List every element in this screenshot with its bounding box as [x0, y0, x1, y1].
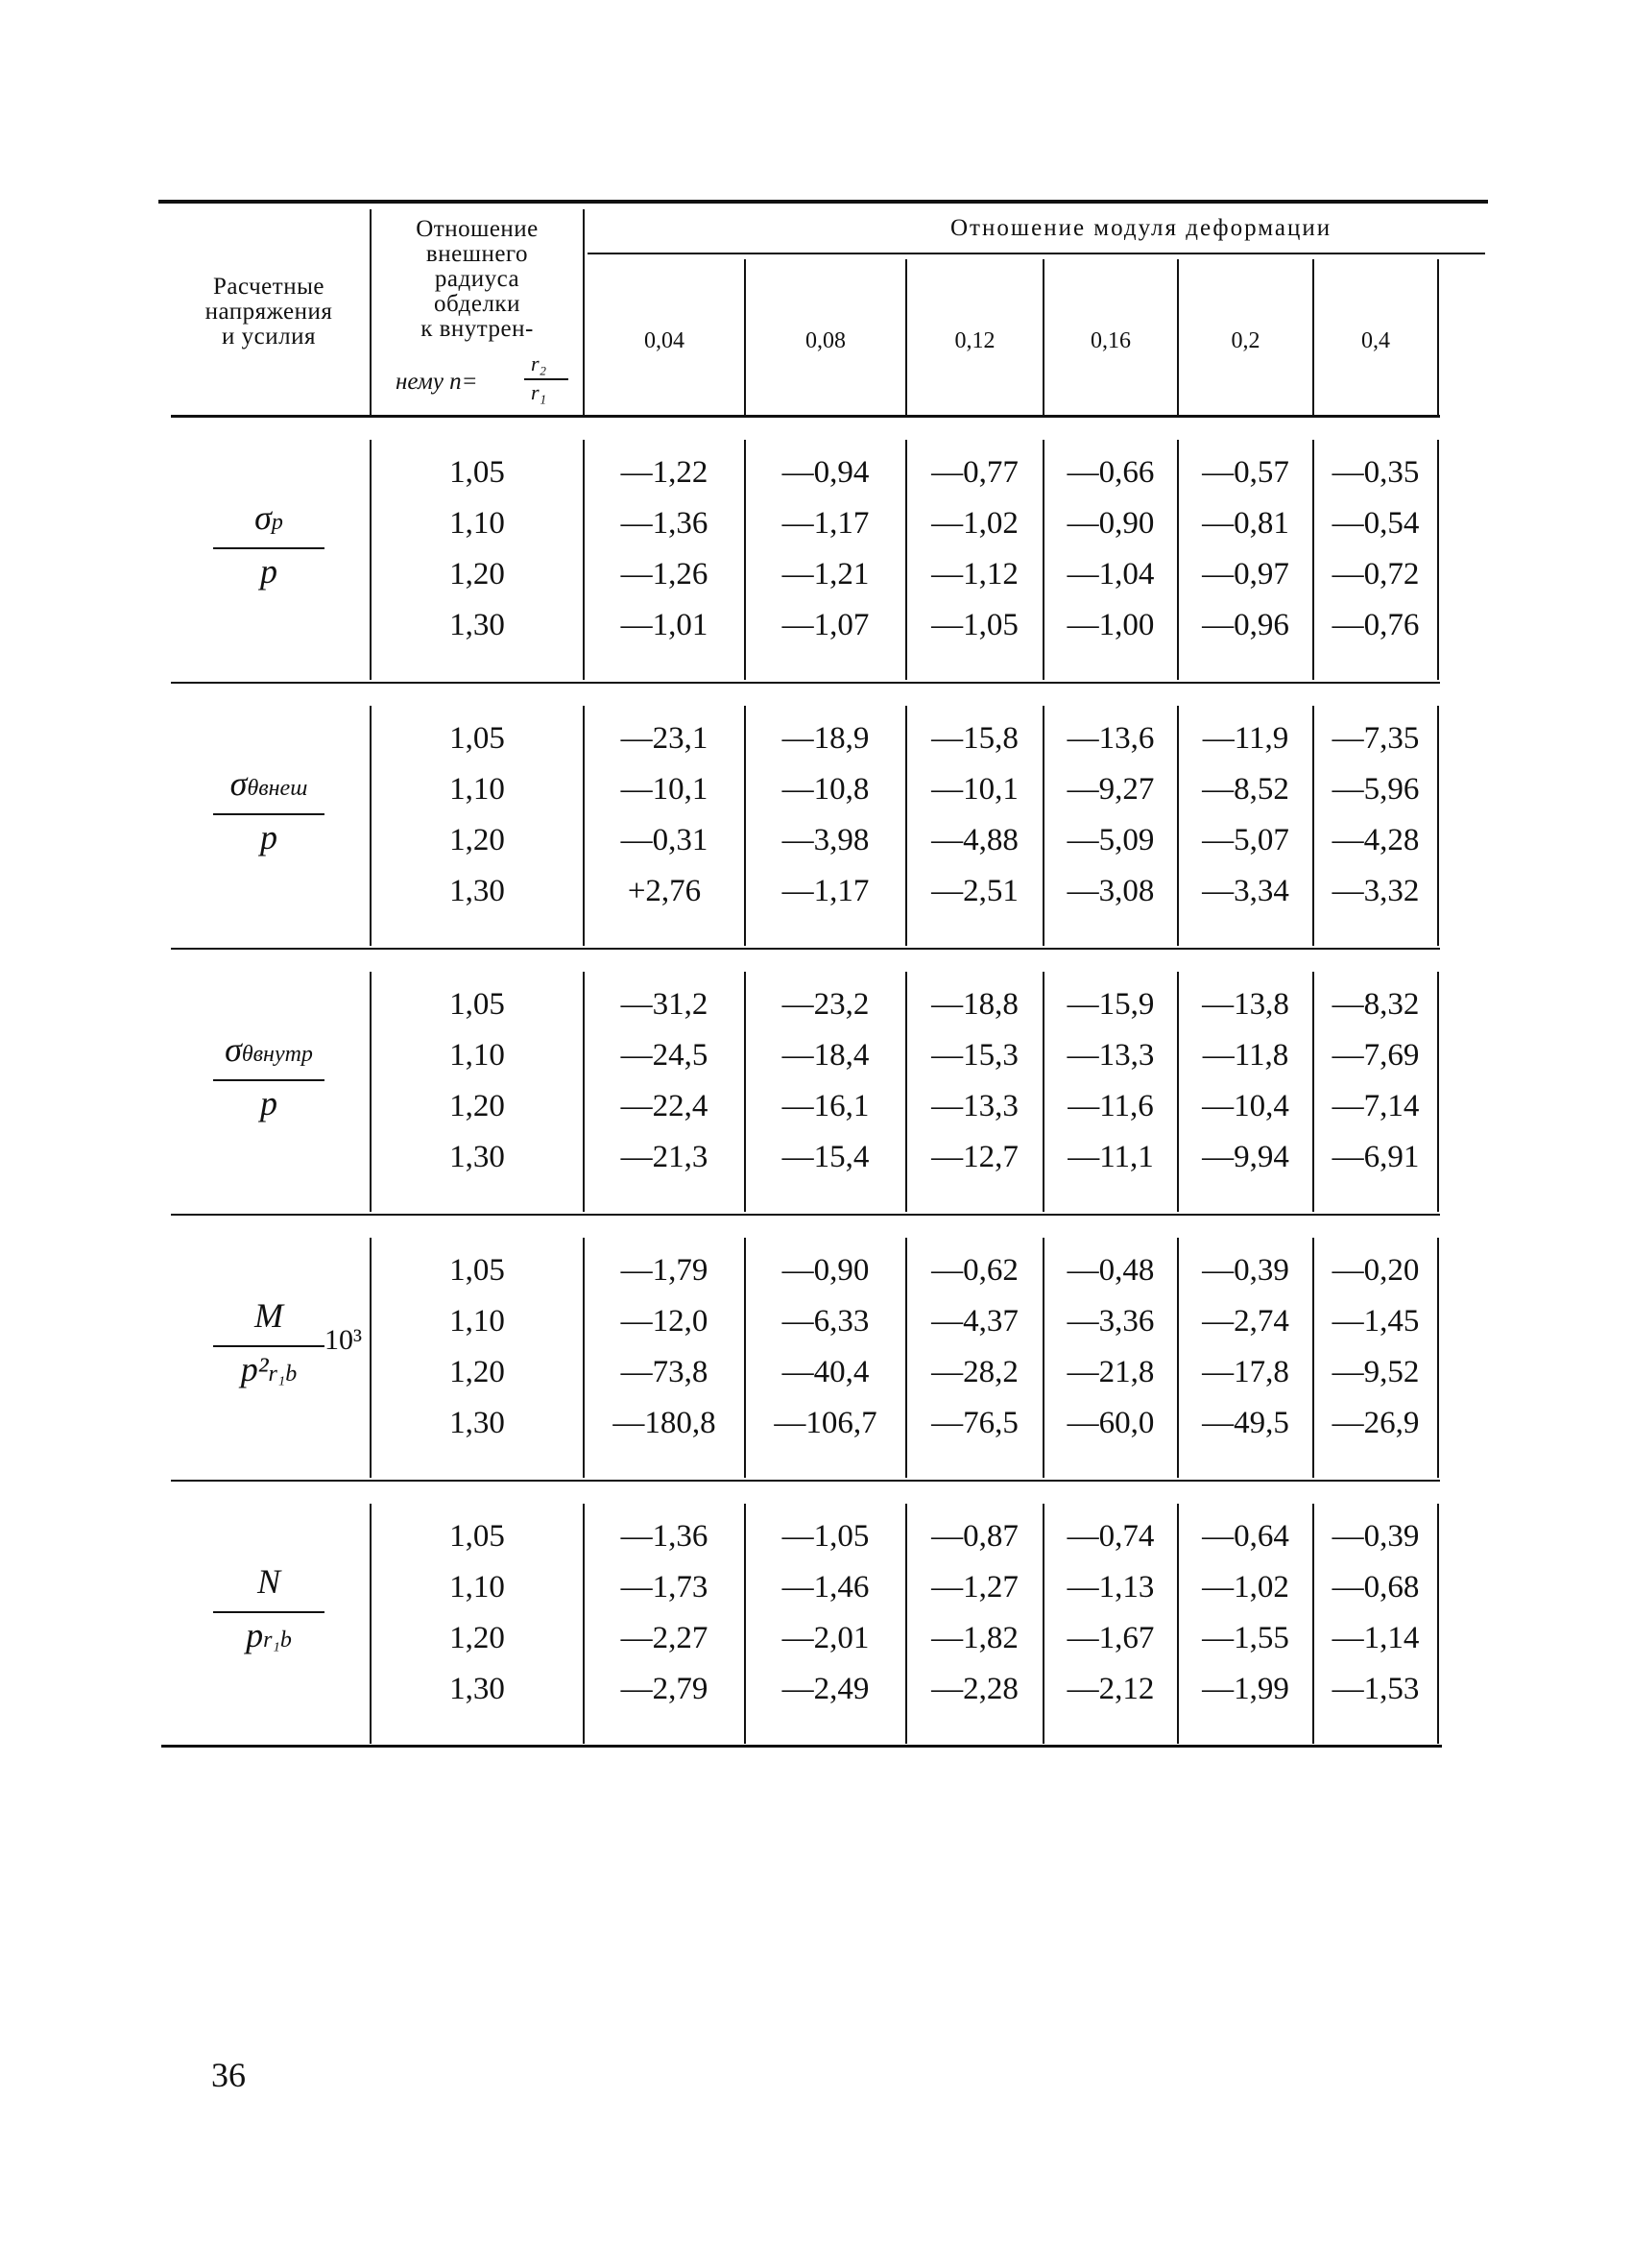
value-cell: —0,94 — [781, 455, 870, 490]
label-denominator-symbol: p — [260, 1084, 277, 1122]
value-cell: —10,1 — [620, 772, 708, 807]
ratio-n-cell: 1,20 — [449, 1089, 505, 1123]
value-cell: —1,00 — [1067, 608, 1155, 642]
label-denominator-subscript: r₁b — [268, 1362, 298, 1387]
ratio-n-cell: 1,30 — [449, 1672, 505, 1706]
value-cell: —2,01 — [781, 1621, 870, 1655]
label-numerator-subscript: θвнеш — [247, 776, 308, 801]
value-cell: —0,72 — [1332, 557, 1420, 591]
value-cell: —12,7 — [931, 1140, 1019, 1174]
value-cell: —1,55 — [1202, 1621, 1289, 1655]
value-cell: —0,64 — [1202, 1519, 1289, 1554]
value-cell: —0,74 — [1067, 1519, 1155, 1554]
value-cell: —12,0 — [620, 1304, 708, 1339]
column-header-0-08: 0,08 — [805, 328, 846, 353]
value-cell: —1,02 — [931, 506, 1019, 541]
value-cell: —0,35 — [1332, 455, 1420, 490]
ratio-n-cell: 1,30 — [449, 874, 505, 908]
value-cell: —1,99 — [1202, 1672, 1289, 1706]
value-cell: —0,90 — [781, 1253, 870, 1288]
value-cell: —2,49 — [781, 1672, 870, 1706]
value-cell: —2,27 — [620, 1621, 708, 1655]
value-cell: —26,9 — [1332, 1406, 1420, 1440]
label-numerator-subscript: θвнутр — [241, 1042, 313, 1067]
value-cell: —0,48 — [1067, 1253, 1155, 1288]
value-cell: —0,97 — [1202, 557, 1289, 591]
value-cell: —1,17 — [781, 874, 870, 908]
body-vrule — [1437, 1238, 1439, 1478]
header-modulus-ratio-title: Отношение модуля деформации — [950, 215, 1332, 241]
value-cell: —6,33 — [781, 1304, 870, 1339]
value-cell: —0,31 — [620, 823, 708, 857]
label-numerator-symbol: σ — [225, 1030, 242, 1069]
header-radius-line: к внутрен- — [420, 316, 534, 342]
value-cell: —11,6 — [1068, 1089, 1154, 1123]
value-cell: —0,20 — [1332, 1253, 1420, 1288]
body-vrule — [1437, 706, 1439, 946]
ratio-n-cell: 1,10 — [449, 1038, 505, 1073]
value-cell: —5,07 — [1202, 823, 1289, 857]
value-cell: —76,5 — [931, 1406, 1019, 1440]
ratio-n-cell: 1,05 — [449, 721, 505, 756]
value-cell: —15,3 — [931, 1038, 1019, 1073]
value-cell: —9,94 — [1202, 1140, 1289, 1174]
value-cell: —40,4 — [781, 1355, 870, 1389]
value-cell: —1,02 — [1202, 1570, 1289, 1604]
group-separator-rule — [171, 948, 1440, 950]
value-cell: —0,90 — [1067, 506, 1155, 541]
header-stress-line: Расчетные — [213, 274, 324, 300]
value-cell: —1,26 — [620, 557, 708, 591]
stress-label-denominator — [163, 1083, 374, 1123]
column-header-0-4: 0,4 — [1361, 328, 1390, 353]
value-cell: —180,8 — [612, 1406, 716, 1440]
value-cell: —1,73 — [620, 1570, 708, 1604]
group-separator-rule — [171, 682, 1440, 684]
stress-label-denominator — [163, 817, 374, 857]
value-cell: —60,0 — [1067, 1406, 1155, 1440]
value-cell: —4,37 — [931, 1304, 1019, 1339]
value-cell: —15,9 — [1067, 987, 1155, 1022]
value-cell: —1,45 — [1332, 1304, 1420, 1339]
value-cell: —9,52 — [1332, 1355, 1420, 1389]
value-cell: —23,2 — [781, 987, 870, 1022]
ratio-n-cell: 1,20 — [449, 557, 505, 591]
column-header-0-16: 0,16 — [1091, 328, 1131, 353]
value-cell: —2,28 — [931, 1672, 1019, 1706]
value-cell: —1,79 — [620, 1253, 708, 1288]
header-radius-line: обделки — [434, 291, 520, 317]
value-cell: —1,46 — [781, 1570, 870, 1604]
value-cell: —5,96 — [1332, 772, 1420, 807]
value-cell: —10,1 — [931, 772, 1019, 807]
label-denominator-symbol: p — [260, 552, 277, 591]
stress-label-fraction-bar — [213, 1345, 324, 1347]
label-numerator-subscript: p — [271, 510, 283, 535]
formula-numerator: r₂ — [531, 351, 547, 375]
ratio-n-cell: 1,20 — [449, 1355, 505, 1389]
value-cell: —1,27 — [931, 1570, 1019, 1604]
ratio-n-cell: 1,10 — [449, 1570, 505, 1604]
value-cell: —0,81 — [1202, 506, 1289, 541]
value-cell: —21,3 — [620, 1140, 708, 1174]
value-cell: —2,74 — [1202, 1304, 1289, 1339]
stress-label-fraction-bar — [213, 547, 324, 549]
value-cell: —3,32 — [1332, 874, 1420, 908]
group-separator-rule — [171, 1214, 1440, 1216]
value-cell: —1,01 — [620, 608, 708, 642]
formula-prefix: нему n= — [396, 369, 478, 395]
value-cell: —4,28 — [1332, 823, 1420, 857]
ratio-n-cell: 1,10 — [449, 506, 505, 541]
value-cell: +2,76 — [627, 874, 702, 908]
value-cell: —11,9 — [1202, 721, 1289, 756]
ratio-n-cell: 1,20 — [449, 1621, 505, 1655]
header-stress-line: и усилия — [222, 324, 316, 350]
value-cell: —3,08 — [1067, 874, 1155, 908]
body-vrule — [1437, 440, 1439, 680]
header-radius-line: радиуса — [434, 266, 520, 292]
header-radius-line: Отношение — [416, 216, 539, 242]
value-cell: —1,04 — [1067, 557, 1155, 591]
value-cell: —13,3 — [931, 1089, 1019, 1123]
ratio-n-cell: 1,20 — [449, 823, 505, 857]
formula-denominator: r₁ — [531, 380, 547, 404]
value-cell: —28,2 — [931, 1355, 1019, 1389]
header-radius-ratio-label — [376, 217, 578, 342]
value-cell: —18,4 — [781, 1038, 870, 1073]
column-header-0-04: 0,04 — [644, 328, 684, 353]
value-cell: —1,67 — [1067, 1621, 1155, 1655]
value-cell: —0,68 — [1332, 1570, 1420, 1604]
stress-label-fraction-bar — [213, 813, 324, 815]
header-vrule-8 — [1437, 259, 1439, 415]
body-vrule — [1437, 972, 1439, 1212]
value-cell: —13,8 — [1202, 987, 1289, 1022]
value-cell: —10,8 — [781, 772, 870, 807]
value-cell: —7,14 — [1332, 1089, 1420, 1123]
value-cell: —1,22 — [620, 455, 708, 490]
label-denominator-symbol: p² — [240, 1350, 269, 1388]
stress-label-fraction-bar — [213, 1079, 324, 1081]
header-vrule-2 — [583, 209, 585, 415]
stress-label-fraction-bar — [213, 1611, 324, 1613]
stress-label-denominator — [163, 551, 374, 591]
value-cell: —0,76 — [1332, 608, 1420, 642]
value-cell: —0,54 — [1332, 506, 1420, 541]
header-vrule-1 — [370, 209, 372, 415]
stress-label-numerator — [163, 497, 374, 538]
value-cell: —49,5 — [1202, 1406, 1289, 1440]
value-cell: —11,8 — [1202, 1038, 1289, 1073]
value-cell: —73,8 — [620, 1355, 708, 1389]
value-cell: —1,82 — [931, 1621, 1019, 1655]
table-top-rule — [158, 200, 1488, 204]
ratio-n-cell: 1,05 — [449, 987, 505, 1022]
value-cell: —1,17 — [781, 506, 870, 541]
value-cell: —0,57 — [1202, 455, 1289, 490]
value-cell: —1,05 — [931, 608, 1019, 642]
value-cell: —18,8 — [931, 987, 1019, 1022]
table-bottom-rule — [161, 1745, 1442, 1748]
value-cell: —0,39 — [1332, 1519, 1420, 1554]
value-cell: —24,5 — [620, 1038, 708, 1073]
value-cell: —3,36 — [1067, 1304, 1155, 1339]
ratio-n-cell: 1,30 — [449, 1406, 505, 1440]
value-cell: —2,51 — [931, 874, 1019, 908]
header-stress-label — [173, 275, 365, 350]
value-cell: —23,1 — [620, 721, 708, 756]
stress-label-multiplier: 10³ — [324, 1324, 362, 1356]
value-cell: —16,1 — [781, 1089, 870, 1123]
value-cell: —1,36 — [620, 1519, 708, 1554]
value-cell: —1,12 — [931, 557, 1019, 591]
value-cell: —1,53 — [1332, 1672, 1420, 1706]
stress-label-numerator — [163, 763, 374, 804]
label-denominator-symbol: p — [260, 818, 277, 857]
ratio-n-cell: 1,05 — [449, 455, 505, 490]
value-cell: —1,07 — [781, 608, 870, 642]
value-cell: —13,6 — [1067, 721, 1155, 756]
value-cell: —0,66 — [1067, 455, 1155, 490]
value-cell: —3,34 — [1202, 874, 1289, 908]
stress-label-numerator — [163, 1561, 374, 1602]
value-cell: —3,98 — [781, 823, 870, 857]
value-cell: —0,62 — [931, 1253, 1019, 1288]
body-vrule — [1437, 1504, 1439, 1744]
value-cell: —7,69 — [1332, 1038, 1420, 1073]
value-cell: —2,79 — [620, 1672, 708, 1706]
value-cell: —8,52 — [1202, 772, 1289, 807]
value-cell: —8,32 — [1332, 987, 1420, 1022]
ratio-n-cell: 1,05 — [449, 1253, 505, 1288]
value-cell: —5,09 — [1067, 823, 1155, 857]
value-cell: —7,35 — [1332, 721, 1420, 756]
label-denominator-subscript: r₁b — [263, 1628, 292, 1653]
header-bottom-rule — [171, 415, 1440, 418]
value-cell: —1,05 — [781, 1519, 870, 1554]
column-header-0-12: 0,12 — [954, 328, 996, 353]
ratio-n-cell: 1,05 — [449, 1519, 505, 1554]
value-cell: —1,13 — [1067, 1570, 1155, 1604]
value-cell: —0,39 — [1202, 1253, 1289, 1288]
value-cell: —1,14 — [1332, 1621, 1420, 1655]
page-number: 36 — [211, 2056, 246, 2094]
label-numerator-symbol: N — [256, 1562, 280, 1601]
value-cell: —1,21 — [781, 557, 870, 591]
value-cell: —0,77 — [931, 455, 1019, 490]
value-cell: —6,91 — [1332, 1140, 1420, 1174]
value-cell: —18,9 — [781, 721, 870, 756]
label-denominator-symbol: p — [246, 1616, 264, 1654]
value-cell: —11,1 — [1068, 1140, 1154, 1174]
value-cell: —1,36 — [620, 506, 708, 541]
ratio-n-cell: 1,30 — [449, 1140, 505, 1174]
ratio-n-cell: 1,10 — [449, 1304, 505, 1339]
value-cell: —17,8 — [1202, 1355, 1289, 1389]
column-header-0-2: 0,2 — [1231, 328, 1260, 353]
value-cell: —0,87 — [931, 1519, 1019, 1554]
header-stress-line: напряжения — [204, 299, 333, 325]
stress-label-denominator — [163, 1615, 374, 1655]
group-separator-rule — [171, 1480, 1440, 1482]
value-cell: —106,7 — [774, 1406, 877, 1440]
ratio-n-cell: 1,10 — [449, 772, 505, 807]
value-cell: —22,4 — [620, 1089, 708, 1123]
value-cell: —0,96 — [1202, 608, 1289, 642]
label-numerator-symbol: M — [254, 1296, 283, 1335]
value-cell: —13,3 — [1067, 1038, 1155, 1073]
value-cell: —21,8 — [1067, 1355, 1155, 1389]
header-radius-formula — [392, 351, 574, 411]
value-cell: —2,12 — [1067, 1672, 1155, 1706]
value-cell: —15,8 — [931, 721, 1019, 756]
value-cell: —9,27 — [1067, 772, 1155, 807]
value-cell: —10,4 — [1202, 1089, 1289, 1123]
value-cell: —4,88 — [931, 823, 1019, 857]
label-numerator-symbol: σ — [229, 764, 248, 803]
ratio-n-cell: 1,30 — [449, 608, 505, 642]
stress-label-numerator — [163, 1029, 374, 1070]
header-radius-line: внешнего — [425, 241, 529, 267]
value-cell: —31,2 — [620, 987, 708, 1022]
label-numerator-symbol: σ — [254, 498, 272, 537]
value-cell: —15,4 — [781, 1140, 870, 1174]
group-title-rule — [588, 253, 1485, 254]
